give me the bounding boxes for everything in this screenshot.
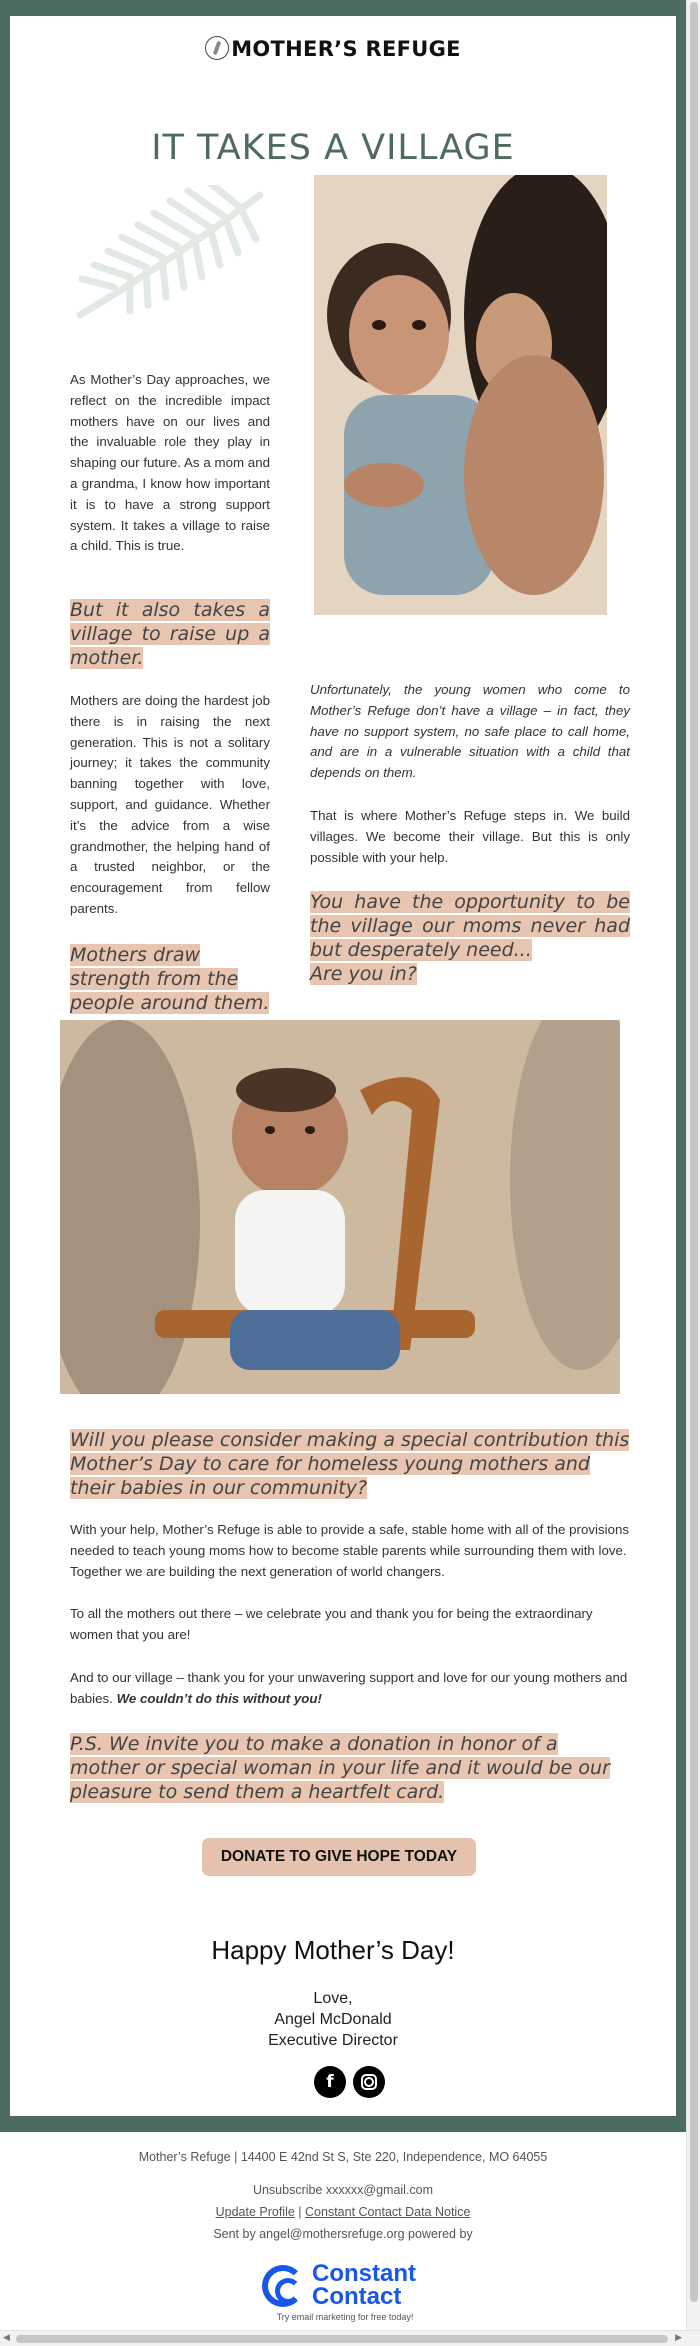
vertical-scrollbar[interactable] [686, 0, 700, 2330]
page-title: IT TAKES A VILLAGE [151, 128, 515, 168]
instagram-icon[interactable] [353, 2066, 385, 2098]
vertical-scroll-thumb[interactable] [690, 2, 698, 2302]
closing-love: Love, [313, 1990, 353, 2007]
signer-role: Executive Director [268, 2032, 398, 2049]
closing-greeting: Happy Mother’s Day! [211, 1935, 455, 1965]
intro-paragraph: As Mother’s Day approaches, we reflect on the incredible impact mothers have on our lives and the invaluable role they play in shaping our future. As a mom and a grandma, I know how important it is to have a strong support system. It takes a village to raise a child. This is true. [70, 372, 270, 554]
constant-contact-tagline: Try email marketing for free today! [276, 2312, 414, 2322]
update-profile-link[interactable]: Update Profile [215, 2205, 295, 2219]
paragraph-with-your-help: With your help, Mother’s Refuge is able to provide a safe, stable home with all of the provisions needed to teach young moms how to become stable parents while surrounding them with love. Together we are building the next generation of world changers. [70, 1522, 630, 1579]
leaf-logo-icon [205, 36, 229, 60]
scroll-right-icon[interactable]: ▶ [675, 2333, 682, 2343]
donate-button[interactable]: DONATE TO GIVE HOPE TODAY [202, 1838, 476, 1876]
highlight-ps-donation: P.S. We invite you to make a donation in honor of a mother or special woman in your life and it would be our pleasure to send them a heartfelt card. [70, 1733, 610, 1803]
instagram-glyph [361, 2074, 377, 2090]
paragraph-to-all-mothers: To all the mothers out there – we celebrate you and thank you for being the extraordinary women that you are! [70, 1606, 593, 1642]
constant-contact-logo[interactable] [260, 2260, 430, 2320]
highlight-opportunity: You have the opportunity to be the village our moms never had but desperately need... Are you in? [310, 891, 630, 985]
footer-unsubscribe [0, 2183, 686, 2197]
signer-name: Angel McDonald [274, 2011, 392, 2028]
paragraph-unfortunately: Unfortunately, the young women who come to Mother’s Refuge don’t have a village – in fact, they have no support system, no safe place to call home, and are in a vulnerable situation with a child that depends on them. [310, 682, 630, 781]
highlight-draw-strength: Mothers draw strength from the people around them. [70, 944, 270, 1014]
paragraph-to-our-village: And to our village – thank you for your unwavering support and love for our young mothers and babies. We couldn’t do this without you! [70, 1670, 628, 1706]
paragraph-hardest-job: Mothers are doing the hardest job there is in raising the next generation. This is not a solitary journey; it takes the community banning together with love, support, and guidance. Whether it’s the advice from a wise grandmother, the helping hand of a trusted neighbor, or the encouragement from fellow parents. [70, 693, 270, 916]
highlight-village-mother: But it also takes a village to raise up a mother. [70, 599, 270, 669]
paragraph-we-build-villages: That is where Mother’s Refuge steps in. We build villages. We become their village. But this is only possible with your help. [310, 808, 630, 865]
footer-links [0, 2205, 686, 2219]
footer-separator: | [298, 2205, 302, 2219]
scroll-left-icon[interactable]: ◀ [3, 2333, 10, 2343]
palm-leaf-icon [60, 185, 270, 320]
constant-contact-wordmark: Constant Contact [312, 2260, 416, 2310]
mother-child-photo [314, 175, 607, 615]
mother-child-illustration [314, 175, 607, 615]
emphasis-couldnt-without-you: We couldn’t do this without you! [116, 1690, 322, 1706]
brand-logo[interactable] [0, 36, 666, 61]
baby-chair-illustration [60, 1020, 620, 1394]
horizontal-scroll-thumb[interactable] [16, 2335, 668, 2343]
highlight-special-contribution: Will you please consider making a special contribution this Mother’s Day to care for homeless young mothers and their babies in our community? [70, 1429, 630, 1499]
constant-contact-icon [262, 2265, 304, 2307]
unsubscribe-link[interactable]: Unsubscribe xxxxxx@gmail.com [252, 2183, 434, 2197]
brand-name: MOTHER’S REFUGE [231, 37, 461, 61]
footer-address: Mother’s Refuge | 14400 E 42nd St S, Ste 220, Independence, MO 64055 [138, 2150, 548, 2164]
footer-sent-by: Sent by angel@mothersrefuge.org powered by [213, 2227, 473, 2241]
data-notice-link[interactable]: Constant Contact Data Notice [305, 2205, 471, 2219]
baby-chair-photo [60, 1020, 620, 1394]
facebook-icon[interactable]: f [314, 2066, 346, 2098]
horizontal-scrollbar[interactable] [0, 2330, 700, 2346]
